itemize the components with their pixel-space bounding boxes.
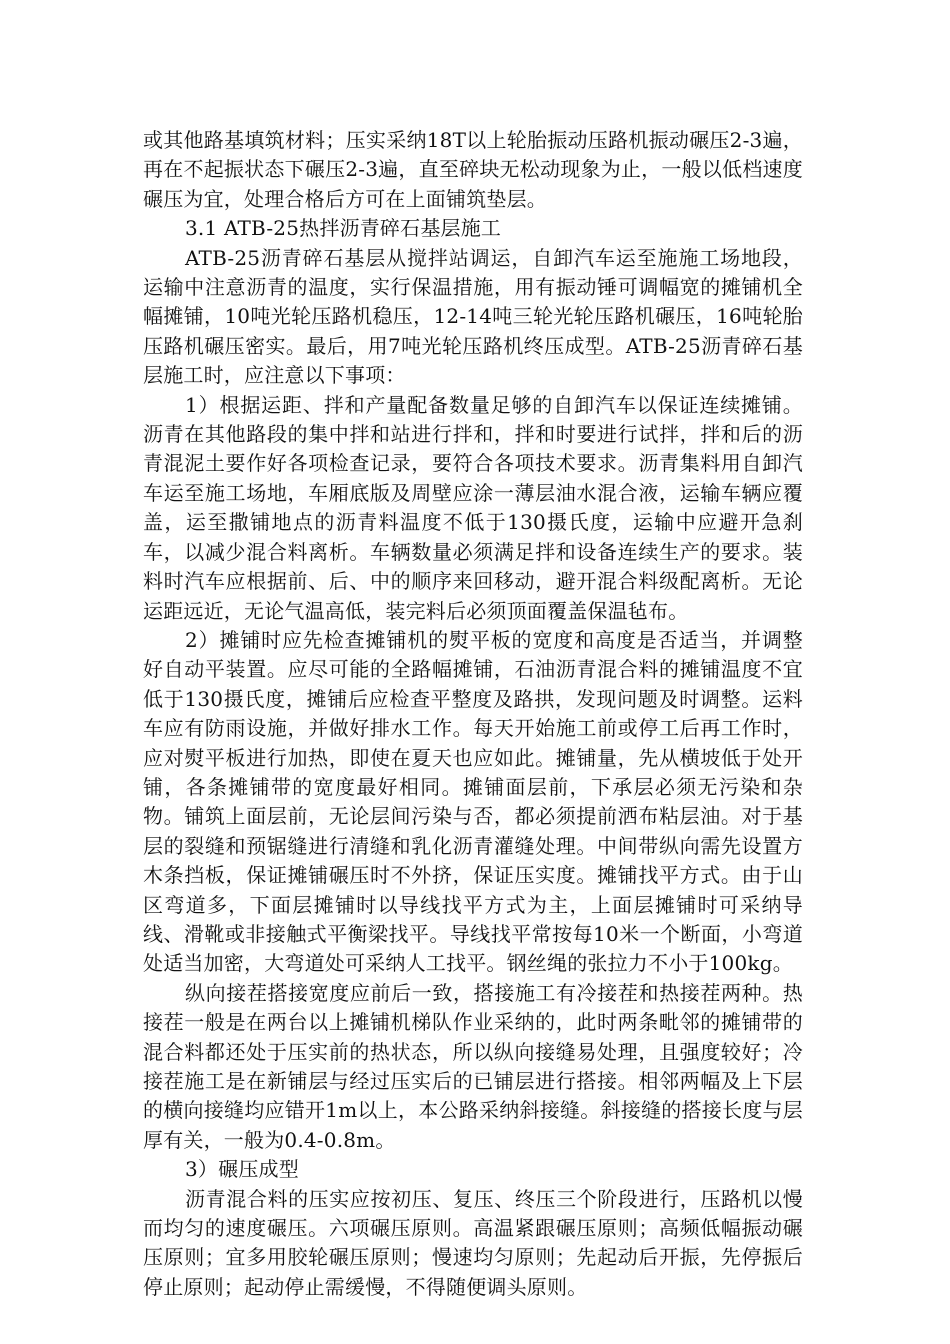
section-heading-atb25: 3.1 ATB-25热拌沥青碎石基层施工 xyxy=(185,216,502,241)
document-body xyxy=(143,126,803,1302)
paragraph-longitudinal-joint: 纵向接茬搭接宽度应前后一致，搭接施工有冷接茬和热接茬两种。热接茬一般是在两台以上摊铺机梯队作业采纳的，此时两条毗邻的摊铺带的混合料都还处于压实前的热状态，所以纵向接缝易处理，且强度较好；冷接茬施工是在新铺层与经过压实后的已铺层进行搭接。相邻两幅及上下层的横向接缝均应错开1m以上，本公路采纳斜接缝。斜接缝的搭接长度与层厚有关，一般为0.4-0.8m。 xyxy=(143,980,803,1152)
paragraph-item-1-transport: 1）根据运距、拌和产量配备数量足够的自卸汽车以保证连续摊铺。沥青在其他路段的集中拌和站进行拌和，拌和时要进行试拌，拌和后的沥青混泥土要作好各项检查记录，要符合各项技术要求。沥青集料用自卸汽车运至施工场地，车厢底版及周壁应涂一薄层油水混合液，运输车辆应覆盖，运至撒铺地点的沥青料温度不低于130摄氏度，运输中应避开急刹车，以减少混合料离析。车辆数量必须满足拌和设备连续生产的要求。装料时汽车应根据前、后、中的顺序来回移动，避开混合料级配离析。无论运距远近，无论气温高低，装完料后必须顶面覆盖保温毡布。 xyxy=(143,392,803,623)
paragraph-item-2-paving: 2）摊铺时应先检查摊铺机的熨平板的宽度和高度是否适当，并调整好自动平装置。应尽可能的全路幅摊铺，石油沥青混合料的摊铺温度不宜低于130摄氏度，摊铺后应检查平整度及路拱，发现问题及时调整。运料车应有防雨设施，并做好排水工作。每天开始施工前或停工后再工作时，应对熨平板进行加热，即使在夏天也应如此。摊铺量，先从横坡低于处开铺，各条摊铺带的宽度最好相同。摊铺面层前，下承层必须无污染和杂物。铺筑上面层前，无论层间污染与否，都必须提前洒布粘层油。对于基层的裂缝和预锯缝进行清缝和乳化沥青灌缝处理。中间带纵向需先设置方木条挡板，保证摊铺碾压时不外挤，保证压实度。摊铺找平方式。由于山区弯道多，下面层摊铺时以导线找平方式为主，上面层摊铺时可采纳导线、滑靴或非接触式平衡梁找平。导线找平常按每10米一个断面，小弯道处适当加密，大弯道处可采纳人工找平。钢丝绳的张拉力不小于100kg。 xyxy=(143,627,803,976)
paragraph-compaction-principles: 沥青混合料的压实应按初压、复压、终压三个阶段进行，压路机以慢而均匀的速度碾压。六项碾压原则。高温紧跟碾压原则；高频低幅振动碾压原则；宜多用胶轮碾压原则；慢速均匀原则；先起动后开振，先停振后停止原则；起动停止需缓慢，不得随便调头原则。 xyxy=(143,1186,803,1299)
paragraph-roadbed-compaction: 或其他路基填筑材料；压实采纳18T以上轮胎振动压路机振动碾压2-3遍，再在不起振状态下碾压2-3遍，直至碎块无松动现象为止，一般以低档速度碾压为宜，处理合格后方可在上面铺筑垫层。 xyxy=(143,128,803,211)
subheading-item-3-compaction: 3）碾压成型 xyxy=(185,1157,299,1182)
paragraph-atb25-overview: ATB-25沥青碎石基层从搅拌站调运，自卸汽车运至施施工场地段，运输中注意沥青的温度，实行保温措施，用有振动锤可调幅宽的摊铺机全幅摊铺，10吨光轮压路机稳压，12-14吨三轮光轮压路机碾压，16吨轮胎压路机碾压密实。最后，用7吨光轮压路机终压成型。ATB-25沥青碎石基层施工时，应注意以下事项： xyxy=(143,245,803,388)
